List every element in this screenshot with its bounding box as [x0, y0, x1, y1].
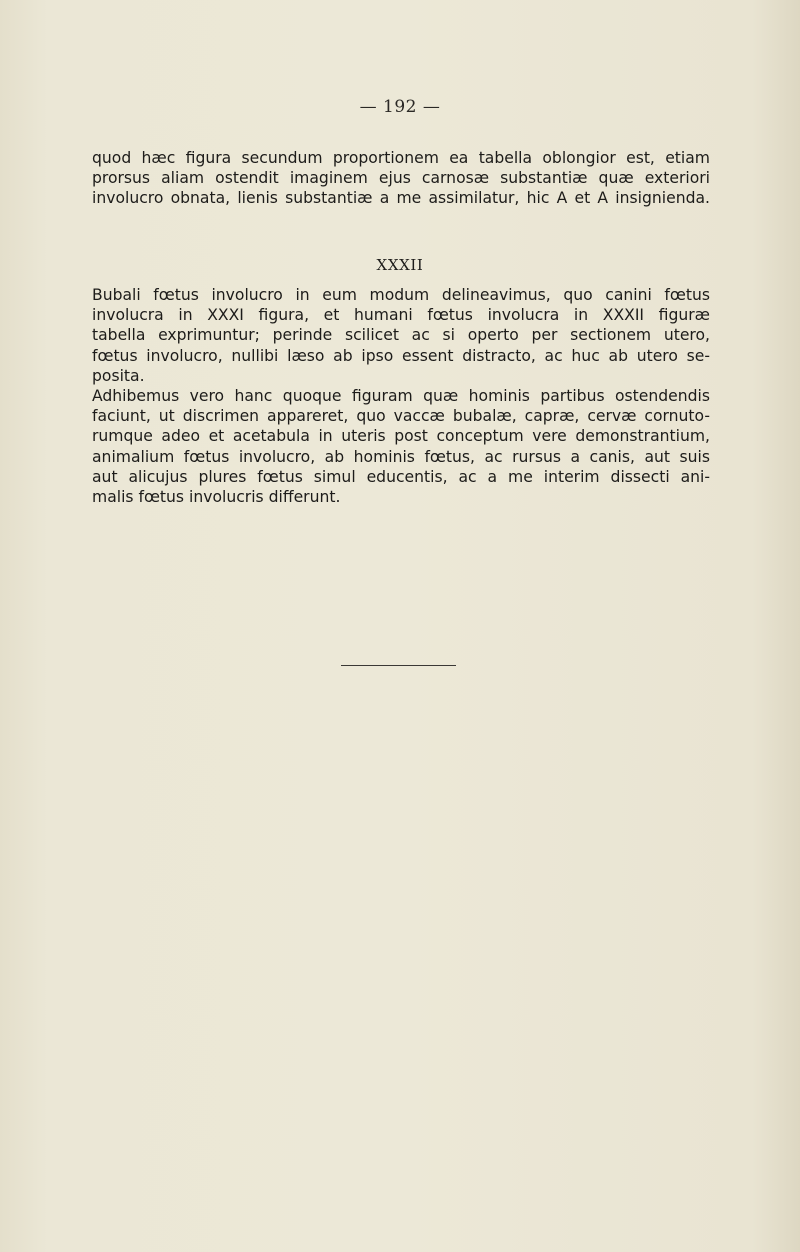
- text-line: malis fœtus involucris differunt.: [92, 488, 341, 507]
- paragraph-2: [92, 386, 710, 507]
- page-number: — 192 —: [359, 97, 441, 117]
- text-line: fœtus involucro, nullibi læso ab ipso essent distracto, ac huc ab utero se-: [92, 346, 710, 365]
- intro-paragraph: [92, 148, 710, 209]
- text-line: posita.: [92, 366, 145, 385]
- text-line: Adhibemus vero hanc quoque figuram quæ hominis partibus ostendendis: [92, 387, 710, 405]
- text-line: faciunt, ut discrimen appareret, quo vaccæ bubalæ, capræ, cervæ cornuto-: [92, 407, 710, 426]
- text-line: involucra in XXXI figura, et humani fœtus involucra in XXXII figuræ: [92, 306, 710, 325]
- text-line: aut alicujus plures fœtus simul educentis, ac a me interim dissecti ani-: [92, 467, 710, 486]
- closing-rule: [341, 665, 456, 666]
- text-line: prorsus aliam ostendit imaginem ejus carnosæ substantiæ quæ exteriori: [92, 169, 710, 188]
- text-line: Bubali fœtus involucro in eum modum delineavimus, quo canini fœtus: [92, 286, 710, 304]
- text-line: quod hæc figura secundum proportionem ea tabella oblongior est, etiam: [92, 149, 710, 167]
- text-line: tabella exprimuntur; perinde scilicet ac si operto per sectionem utero,: [92, 326, 710, 345]
- text-line: involucro obnata, lienis substantiæ a me assimilatur, hic A et A insignienda.: [92, 189, 710, 208]
- section-heading: XXXII: [376, 256, 424, 274]
- paragraph-1: [92, 285, 710, 386]
- text-line: animalium fœtus involucro, ab hominis fœtus, ac rursus a canis, aut suis: [92, 447, 710, 466]
- text-line: rumque adeo et acetabula in uteris post conceptum vere demonstrantium,: [92, 427, 710, 446]
